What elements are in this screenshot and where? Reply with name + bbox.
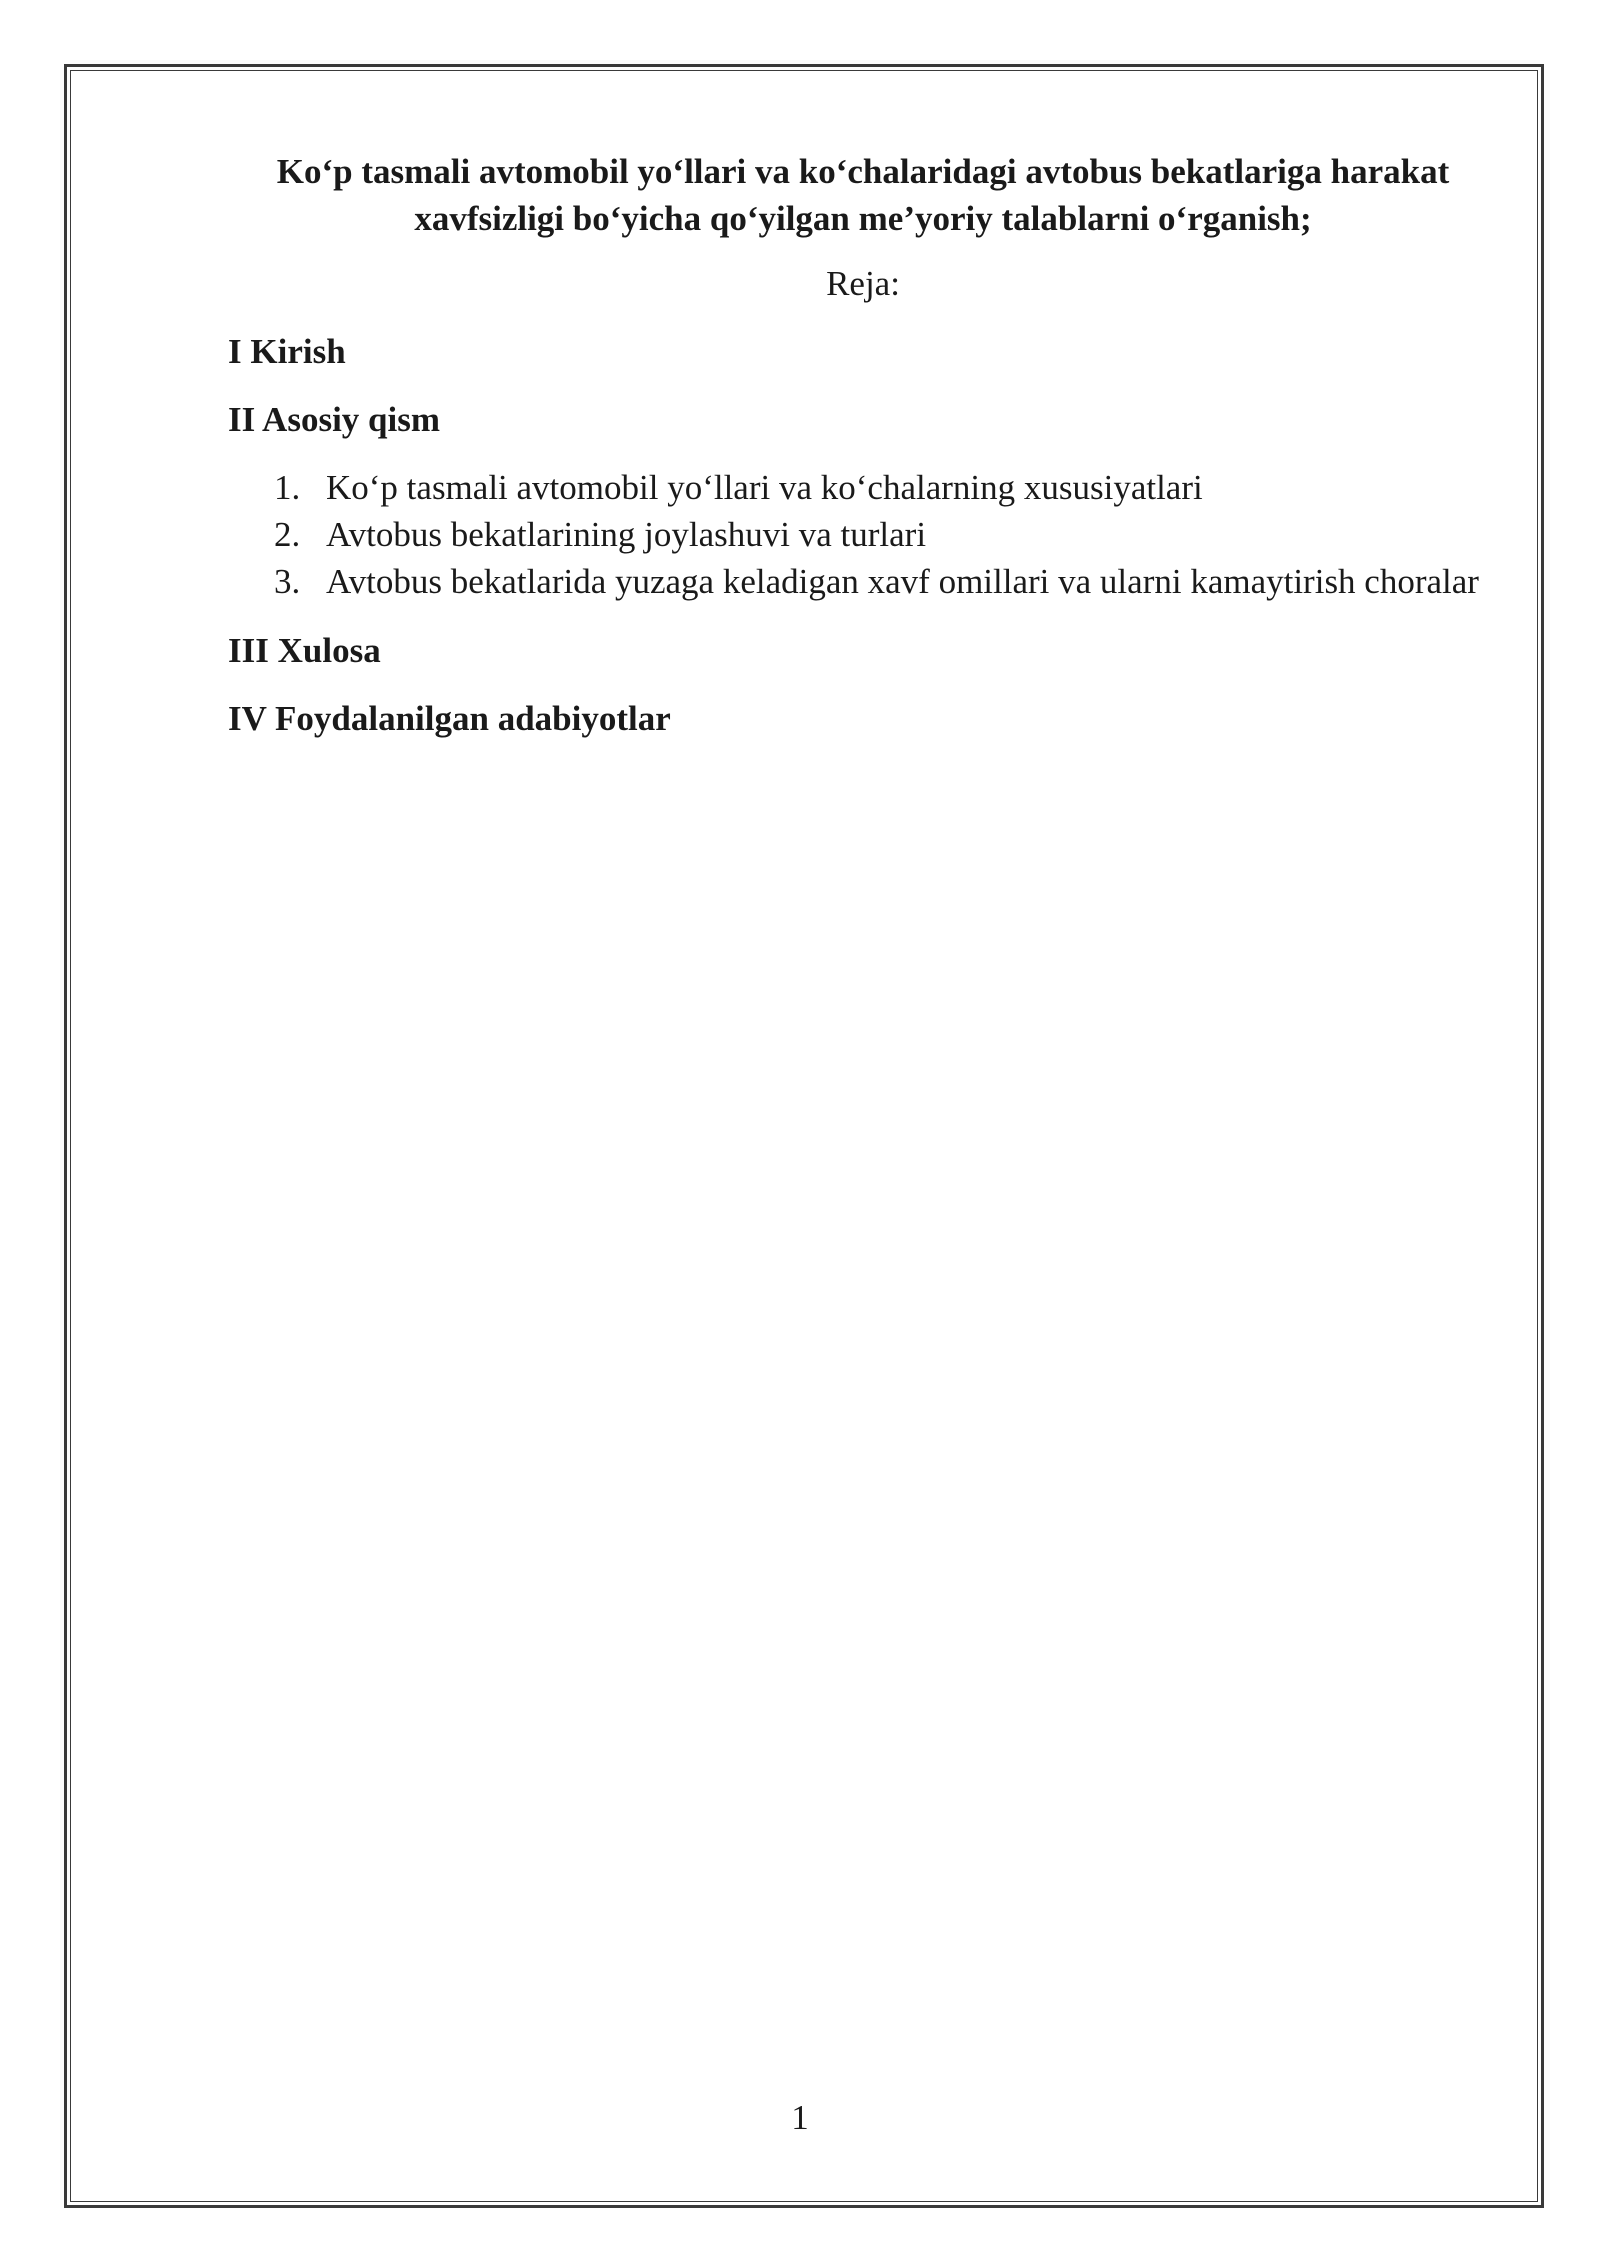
plan-label: Reja: <box>826 264 900 303</box>
section-references: IV Foydalanilgan adabiyotlar <box>228 699 671 738</box>
main-section-list <box>228 464 1498 605</box>
list-item-number: 1. <box>274 468 301 507</box>
section-main: II Asosiy qism <box>228 400 441 439</box>
list-item <box>228 511 1498 558</box>
page-number: 1 <box>791 2098 809 2137</box>
list-item-number: 3. <box>274 562 301 601</box>
list-item-number: 2. <box>274 515 301 554</box>
list-item-text: Avtobus bekatlarining joylashuvi va turlari <box>326 515 927 554</box>
section-intro: I Kirish <box>228 332 346 371</box>
document-title: Ko‘p tasmali avtomobil yo‘llari va ko‘chalaridagi avtobus bekatlariga harakat xavfsizligi bo‘yicha qo‘yilgan me’yoriy talablarni o‘rganish; <box>276 152 1450 238</box>
list-item <box>228 464 1498 511</box>
page-content <box>228 148 1498 741</box>
section-conclusion: III Xulosa <box>228 631 381 670</box>
list-item-text: Ko‘p tasmali avtomobil yo‘llari va ko‘chalarning xususiyatlari <box>326 468 1203 507</box>
list-item-text: Avtobus bekatlarida yuzaga keladigan xavf omillari va ularni kamaytirish choralar <box>326 562 1479 601</box>
list-item <box>228 558 1498 605</box>
